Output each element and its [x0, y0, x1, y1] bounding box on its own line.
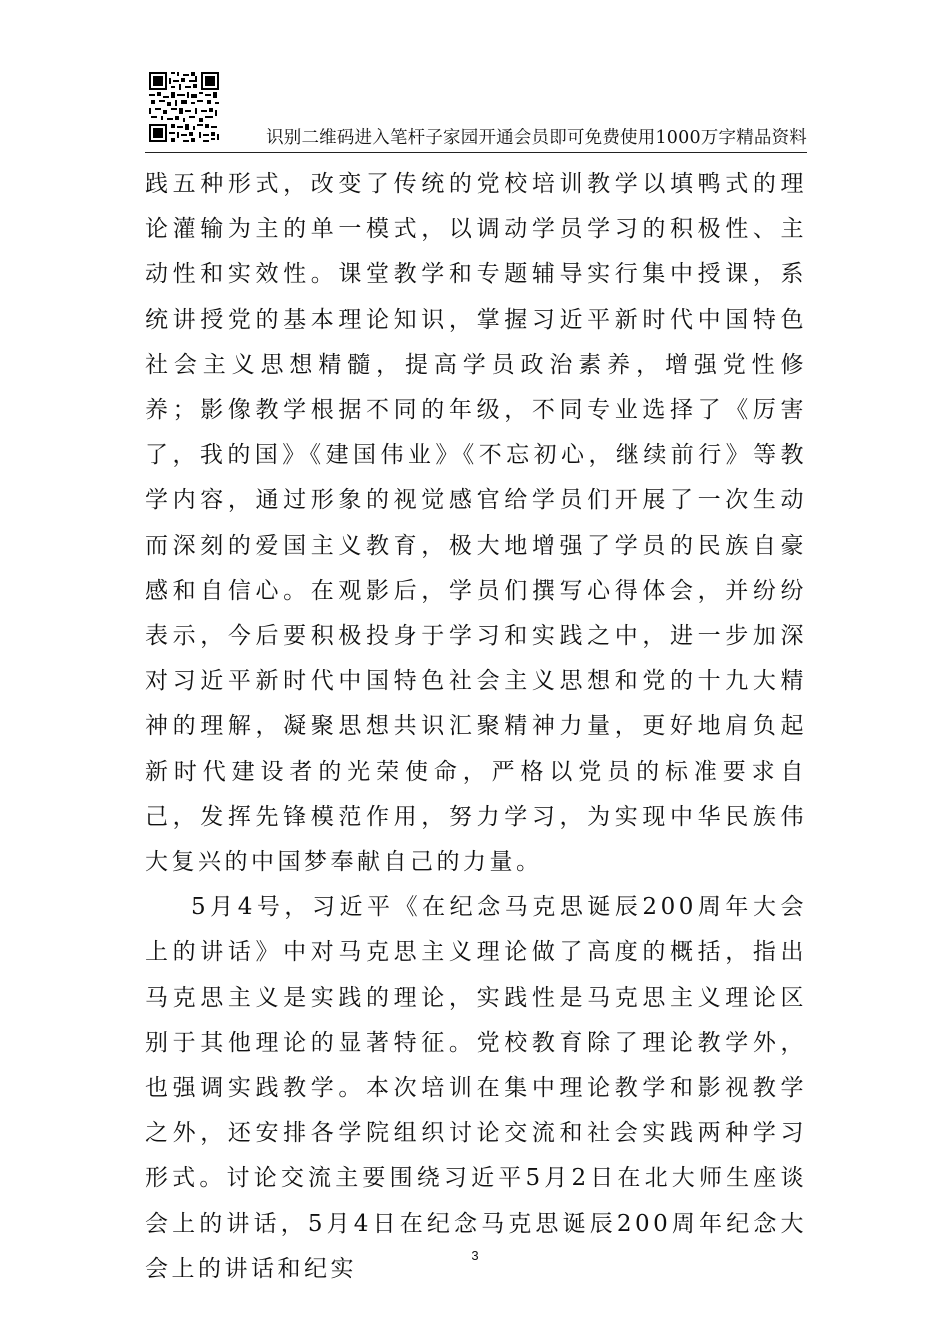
- paragraph-2: 5月4号，习近平《在纪念马克思诞辰200周年大会上的讲话》中对马克思主义理论做了高度的概括，指出马克思主义是实践的理论，实践性是马克思主义理论区别于其他理论的显著特征。党校教育除了理论教学外，也强调实践教学。本次培训在集中理论教学和影视教学之外，还安排各学院组织讨论交流和社会实践两种学习形式。讨论交流主要围绕习近平5月2日在北大师生座谈会上的讲话，5月4日在纪念马克思诞辰200周年纪念大会上的讲话和纪实: [145, 894, 807, 1282]
- document-body: [145, 162, 807, 1292]
- page-number: 3: [471, 1248, 479, 1263]
- header-promo-text: 识别二维码进入笔杆子家园开通会员即可免费使用1000万字精品资料: [266, 128, 807, 148]
- qr-code-icon: [147, 70, 221, 144]
- page-header: [145, 66, 807, 153]
- paragraph-1: 践五种形式，改变了传统的党校培训教学以填鸭式的理论灌输为主的单一模式，以调动学员学习的积极性、主动性和实效性。课堂教学和专题辅导实行集中授课，系统讲授党的基本理论知识，掌握习近平新时代中国特色社会主义思想精髓，提高学员政治素养，增强党性修养；影像教学根据不同的年级，不同专业选择了《厉害了，我的国》《建国伟业》《不忘初心，继续前行》等教学内容，通过形象的视觉感官给学员们开展了一次生动而深刻的爱国主义教育，极大地增强了学员的民族自豪感和自信心。在观影后，学员们撰写心得体会，并纷纷表示，今后要积极投身于学习和实践之中，进一步加深对习近平新时代中国特色社会主义思想和党的十九大精神的理解，凝聚思想共识汇聚精神力量，更好地肩负起新时代建设者的光荣使命，严格以党员的标准要求自己，发挥先锋模范作用，努力学习，为实现中华民族伟大复兴的中国梦奉献自己的力量。: [145, 171, 807, 876]
